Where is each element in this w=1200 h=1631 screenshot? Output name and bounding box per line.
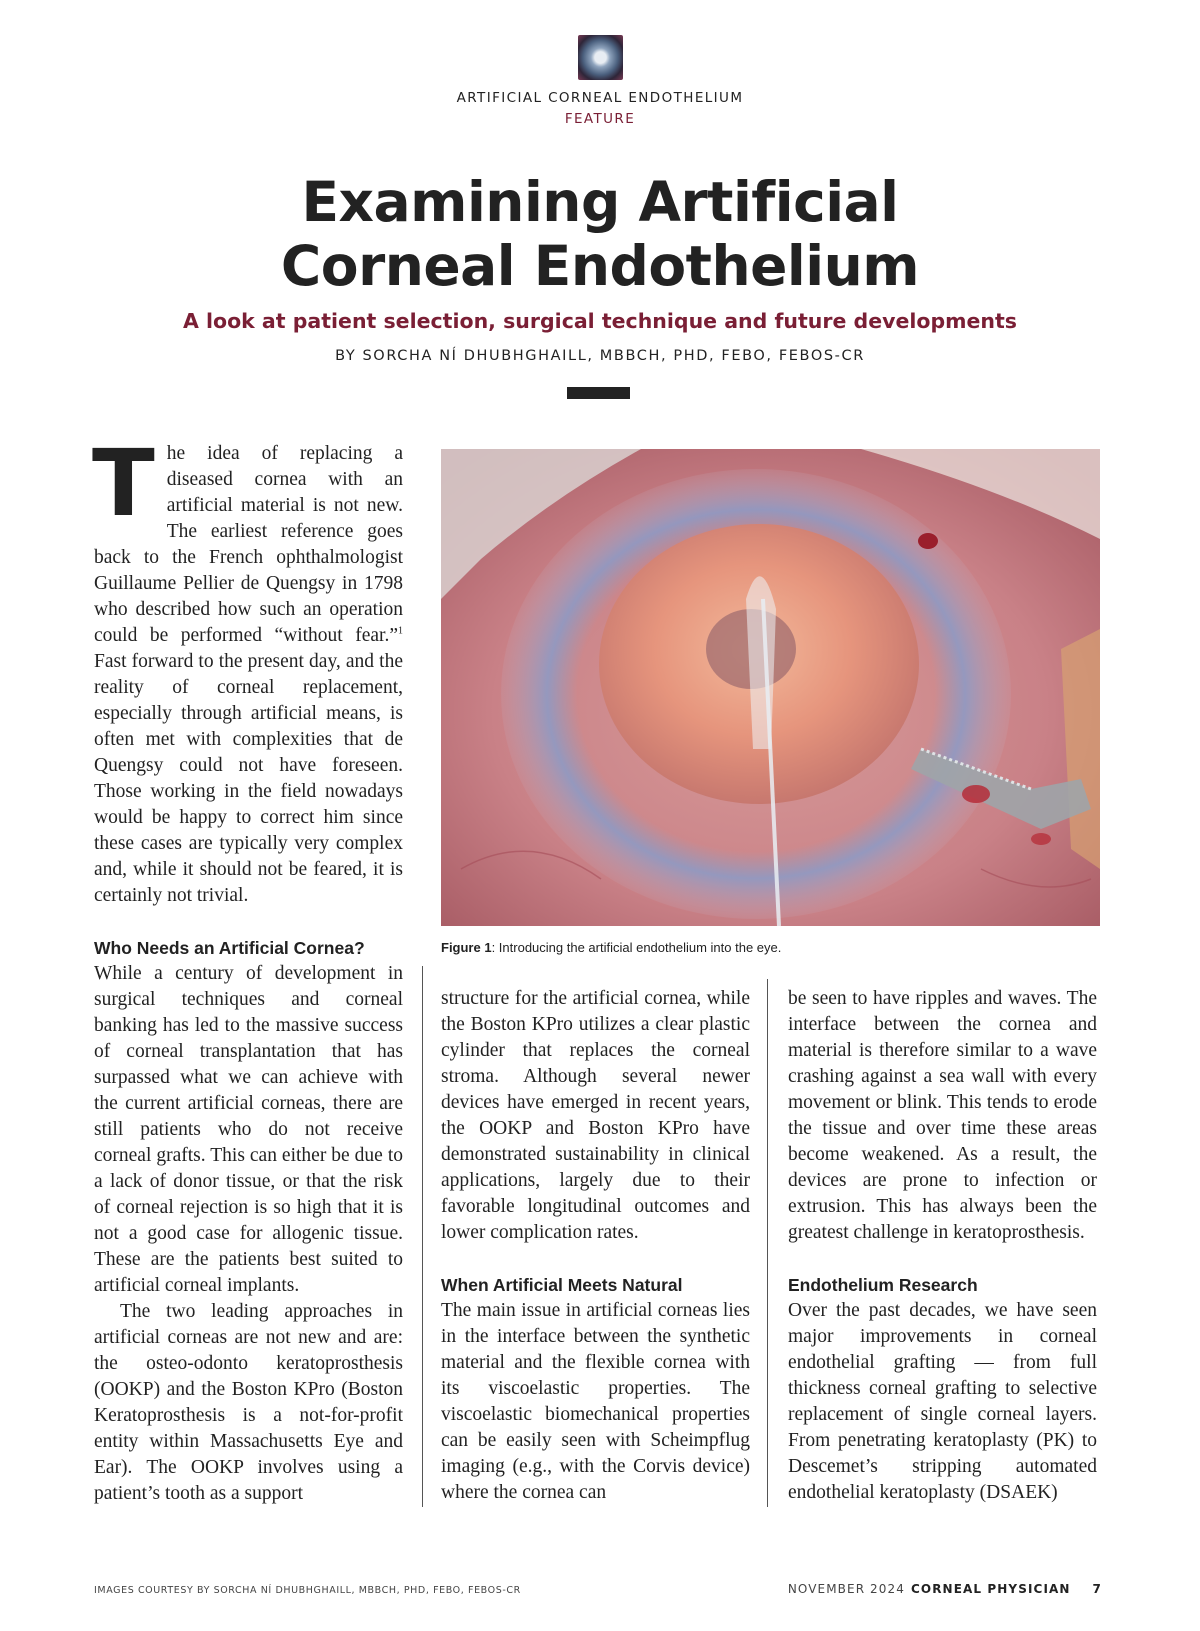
intro-paragraph: The idea of replacing a diseased cornea with an artificial material is not new. The earliest reference goes back to the French ophthalmologist Guillaume Pellier de Quengsy in 1798 who described how such an operation could be performed “without fear.”$^1$ Fast forward to the present day, and the reality of corneal replacement, especially through artificial means, is often met with complexities that de Quengsy could not have foreseen. Those working in the field nowadays would be happy to correct him since these cases are typically very complex and, while it should not be feared, it is certainly not trivial.	[92, 430, 403, 906]
paragraph: The main issue in artificial corneas lies in the interface between the synthetic material and the flexible cornea with its viscoelastic properties. The viscoelastic biomechanical properties can be easily seen with Scheimpflug imaging (e.g., with the Corvis device) where the cornea can	[441, 1300, 750, 1503]
feature-label: FEATURE	[564, 111, 636, 127]
page-number: 7	[1092, 1582, 1102, 1596]
drop-cap: T	[92, 430, 155, 537]
cornea-thumbnail-icon	[578, 35, 623, 80]
byline: BY SORCHA NÍ DHUBHGHAILL, MBBCH, PHD, FEBO, FEBOS-CR	[335, 348, 865, 364]
eye-surgery-image	[441, 449, 1100, 926]
paragraph: While a century of development in surgical techniques and corneal banking has led to the massive success of corneal transplantation that has surpassed what we can achieve with the current artificial corneas, there are still patients who do not receive corneal grafts. This can either be due to a lack of donor tissue, or that the risk of corneal rejection is so high that it is not a good case for allogenic tissue. These are the patients best suited to artificial corneal implants.	[94, 963, 403, 1296]
column-divider	[422, 966, 423, 1507]
footnote-ref: 1	[398, 625, 403, 637]
figure-label: Figure 1	[441, 940, 492, 955]
magazine-name: CORNEAL PHYSICIAN	[911, 1582, 1071, 1596]
issue-date: NOVEMBER 2024	[787, 1582, 905, 1596]
section-heading-who-needs: Who Needs an Artificial Cornea?	[94, 938, 365, 958]
article-subtitle: A look at patient selection, surgical technique and future developments	[182, 309, 1018, 333]
figure-caption: Figure 1: Introducing the artificial endothelium into the eye.	[441, 940, 782, 955]
column-2	[441, 986, 750, 1506]
figure-eye-photo	[441, 449, 1100, 926]
title-divider	[567, 387, 630, 399]
paragraph: The two leading approaches in artificial corneas are not new and are: the osteo-odonto keratoprosthesis (OOKP) and the Boston KPro (Boston Keratoprosthesis is a not-for-profit entity within Massachusetts Eye and Ear). The OOKP involves using a patient’s tooth as a support	[94, 1301, 403, 1504]
section-heading-artificial-meets-natural: When Artificial Meets Natural	[441, 1275, 683, 1295]
paragraph: Over the past decades, we have seen major improvements in corneal endothelial grafting — from full thickness corneal grafting to selective replacement of single corneal layers. From penetrating keratoplasty (PK) to Descemet’s stripping automated endothelial keratoplasty (DSAEK)	[788, 1300, 1097, 1503]
article-title	[0, 170, 1200, 298]
paragraph: be seen to have ripples and waves. The interface between the cornea and material is therefore similar to a wave crashing against a sea wall with every movement or blink. This tends to erode the tissue and over time these areas become weakened. As a result, the devices are prone to infection or extrusion. This has always been the greatest challenge in keratoprosthesis.	[788, 988, 1097, 1243]
paragraph: structure for the artificial cornea, while the Boston KPro utilizes a clear plastic cylinder that replaces the corneal stroma. Although several newer devices have emerged in recent years, the OOKP and Boston KPro have demonstrated sustainability in clinical applications, largely due to their favorable longitudinal outcomes and lower complication rates.	[441, 988, 750, 1243]
column-3	[788, 986, 1097, 1506]
page-footer	[788, 1582, 1102, 1596]
column-1	[92, 430, 403, 1507]
title-line-1: Examining Artificial	[301, 170, 899, 234]
section-kicker: ARTIFICIAL CORNEAL ENDOTHELIUM	[456, 90, 744, 106]
title-line-2: Corneal Endothelium	[280, 234, 920, 298]
image-credit: IMAGES COURTESY BY SORCHA NÍ DHUBHGHAILL, MBBCH, PHD, FEBO, FEBOS-CR	[94, 1585, 521, 1596]
column-divider	[767, 979, 768, 1507]
section-heading-endothelium-research: Endothelium Research	[788, 1275, 978, 1295]
